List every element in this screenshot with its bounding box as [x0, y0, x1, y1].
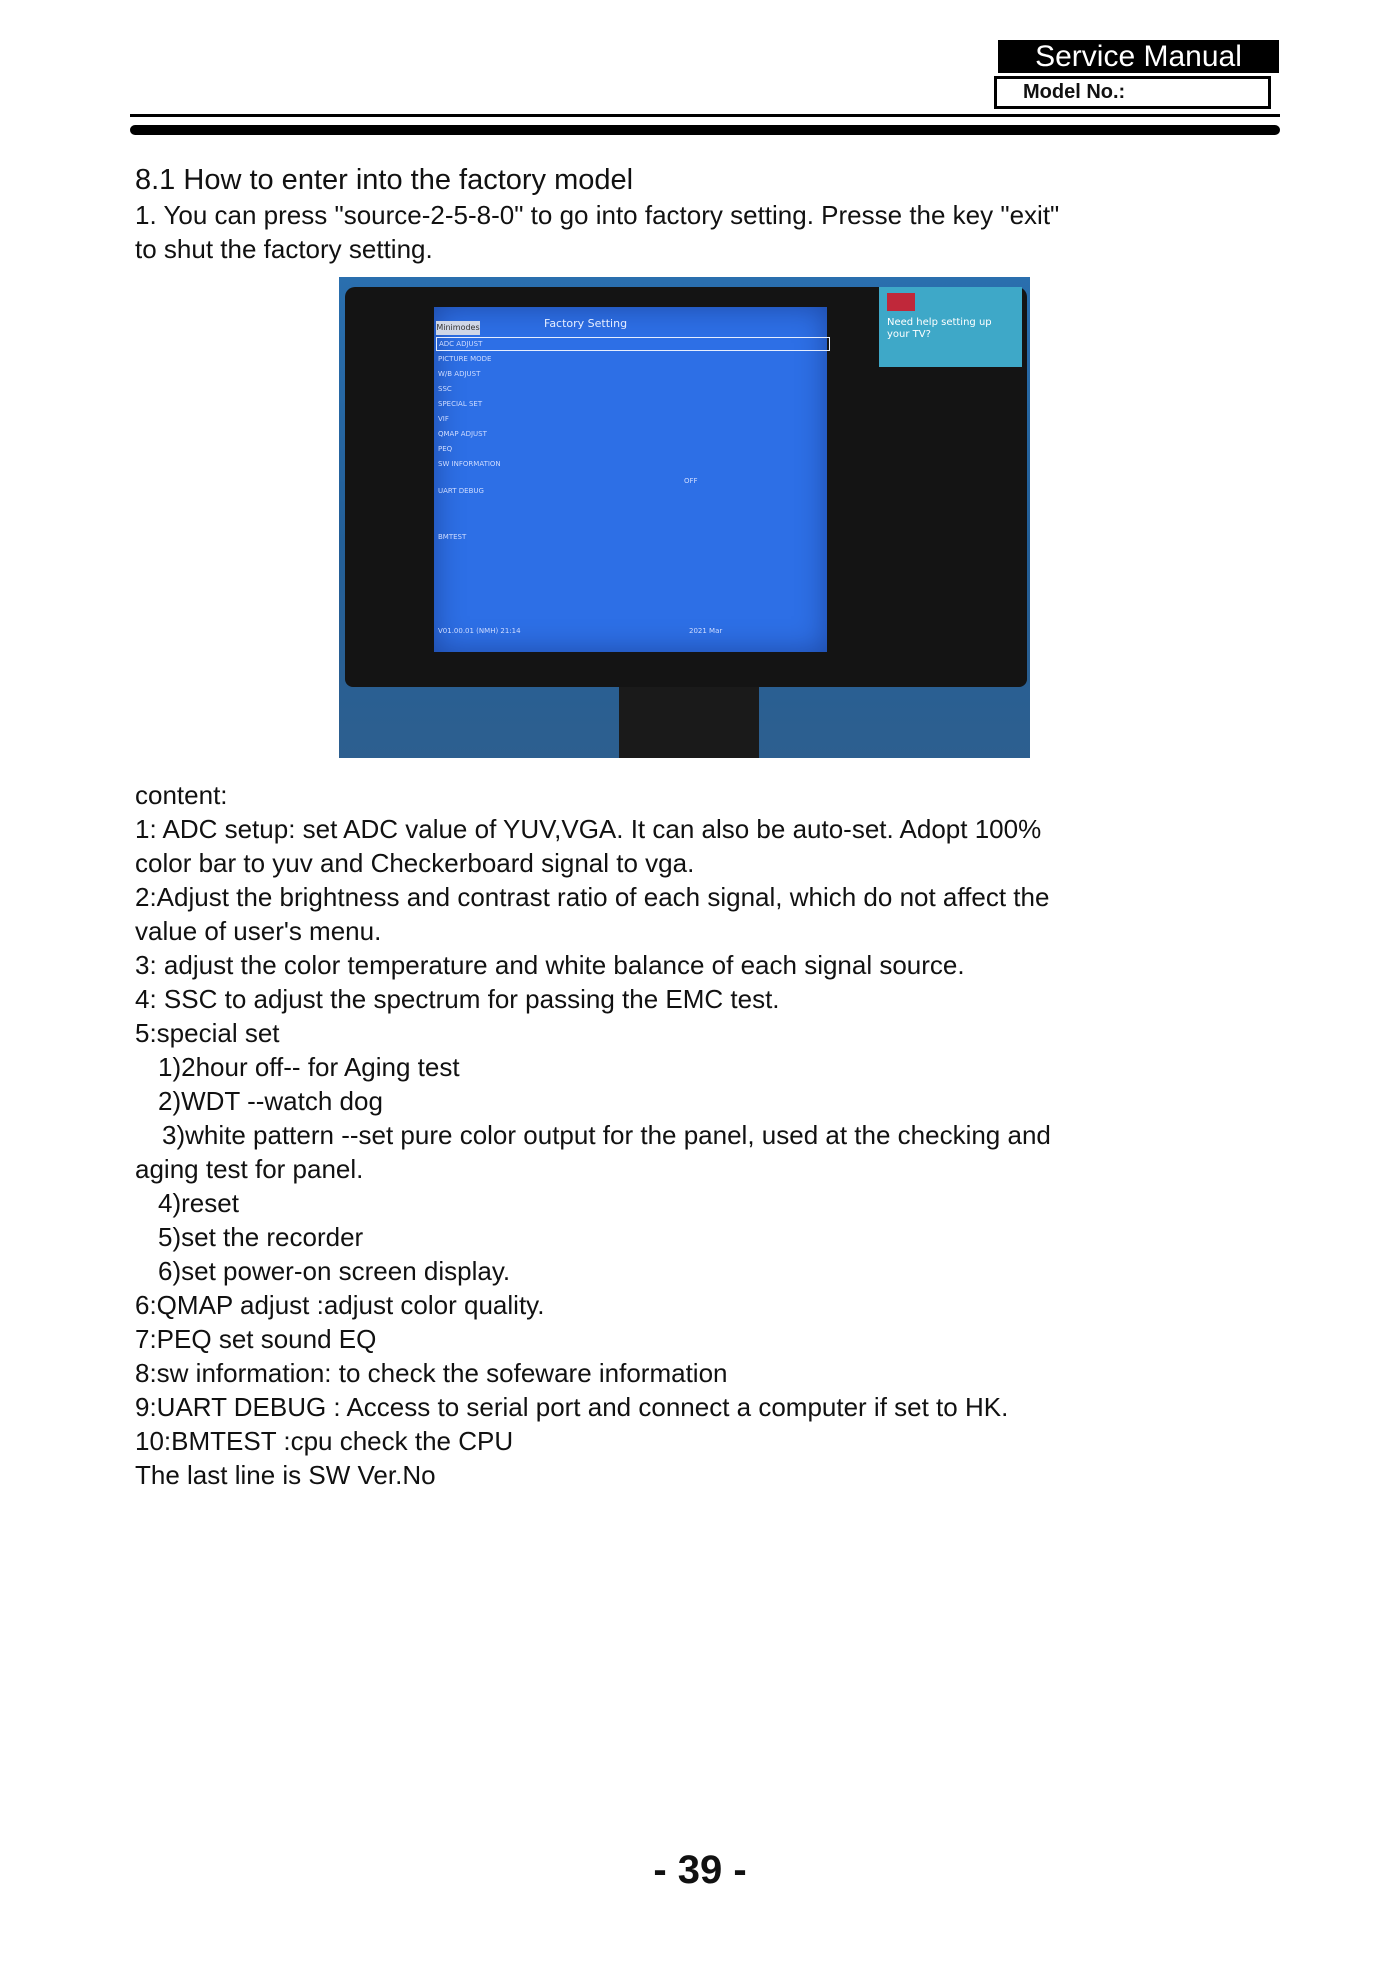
content-subitem: 4)reset: [158, 1188, 239, 1218]
osd-tag: Minimodes: [436, 321, 480, 335]
content-line: 7:PEQ set sound EQ: [135, 1324, 377, 1354]
intro-paragraph: [135, 198, 1150, 266]
factory-menu-photo: [339, 277, 1030, 758]
intro-line: 1. You can press "source-2-5-8-0" to go into factory setting. Presse the key "exit": [135, 200, 1060, 230]
osd-item: PEQ: [438, 445, 453, 453]
header-rule-thick: [130, 125, 1280, 135]
osd-item: SSC: [438, 385, 452, 393]
osd-item: UART DEBUG: [438, 487, 484, 495]
content-line: 3: adjust the color temperature and white balance of each signal source.: [135, 950, 965, 980]
header-rule-thin: [130, 114, 1280, 117]
content-subitem: 5)set the recorder: [158, 1222, 364, 1252]
service-manual-title: Service Manual: [998, 40, 1279, 73]
section-heading: 8.1 How to enter into the factory model: [135, 164, 634, 196]
content-line: aging test for panel.: [135, 1154, 364, 1184]
content-line: The last line is SW Ver.No: [135, 1460, 436, 1490]
osd-item: W/B ADJUST: [438, 370, 481, 378]
content-line: color bar to yuv and Checkerboard signal to vga.: [135, 848, 695, 878]
osd-item: BMTEST: [438, 533, 467, 541]
osd-item: VIF: [438, 415, 449, 423]
osd-item: SPECIAL SET: [438, 400, 483, 408]
help-card-text: Need help setting up your TV?: [887, 317, 992, 340]
model-number-box: Model No.:: [994, 76, 1271, 109]
content-subitem: 2)WDT --watch dog: [158, 1086, 383, 1116]
brand-logo-icon: [887, 293, 915, 311]
content-subitem: 6)set power-on screen display.: [158, 1256, 511, 1286]
osd-title: Factory Setting: [544, 317, 628, 330]
intro-line: to shut the factory setting.: [135, 234, 433, 264]
osd-item: PICTURE MODE: [438, 355, 492, 363]
content-line: 10:BMTEST :cpu check the CPU: [135, 1426, 514, 1456]
osd-item: QMAP ADJUST: [438, 430, 487, 438]
tv-stand: [619, 687, 759, 758]
content-line: 6:QMAP adjust :adjust color quality.: [135, 1290, 545, 1320]
content-line: 5:special set: [135, 1018, 280, 1048]
osd-value: OFF: [684, 477, 698, 485]
content-line: 9:UART DEBUG : Access to serial port and connect a computer if set to HK.: [135, 1392, 1009, 1422]
content-line: 4: SSC to adjust the spectrum for passing the EMC test.: [135, 984, 780, 1014]
content-line: 8:sw information: to check the sofeware information: [135, 1358, 728, 1388]
osd-footer-right: 2021 Mar: [689, 627, 723, 635]
content-line: 1: ADC setup: set ADC value of YUV,VGA. It can also be auto-set. Adopt 100%: [135, 814, 1042, 844]
content-subitem: 3)white pattern --set pure color output for the panel, used at the checking and: [162, 1120, 1051, 1150]
osd-item-adc-adjust: ADC ADJUST: [436, 337, 830, 351]
osd-footer-left: V01.00.01 (NMH) 21:14: [438, 627, 521, 635]
osd-item: SW INFORMATION: [438, 460, 501, 468]
content-subitem: 1)2hour off-- for Aging test: [158, 1052, 460, 1082]
content-line: content:: [135, 780, 228, 810]
help-card: [879, 287, 1022, 367]
content-line: value of user's menu.: [135, 916, 382, 946]
content-list: [135, 778, 1150, 1492]
page-number: - 39 -: [653, 1848, 747, 1892]
content-line: 2:Adjust the brightness and contrast ratio of each signal, which do not affect the: [135, 882, 1050, 912]
tv-screen-osd: [434, 307, 827, 652]
